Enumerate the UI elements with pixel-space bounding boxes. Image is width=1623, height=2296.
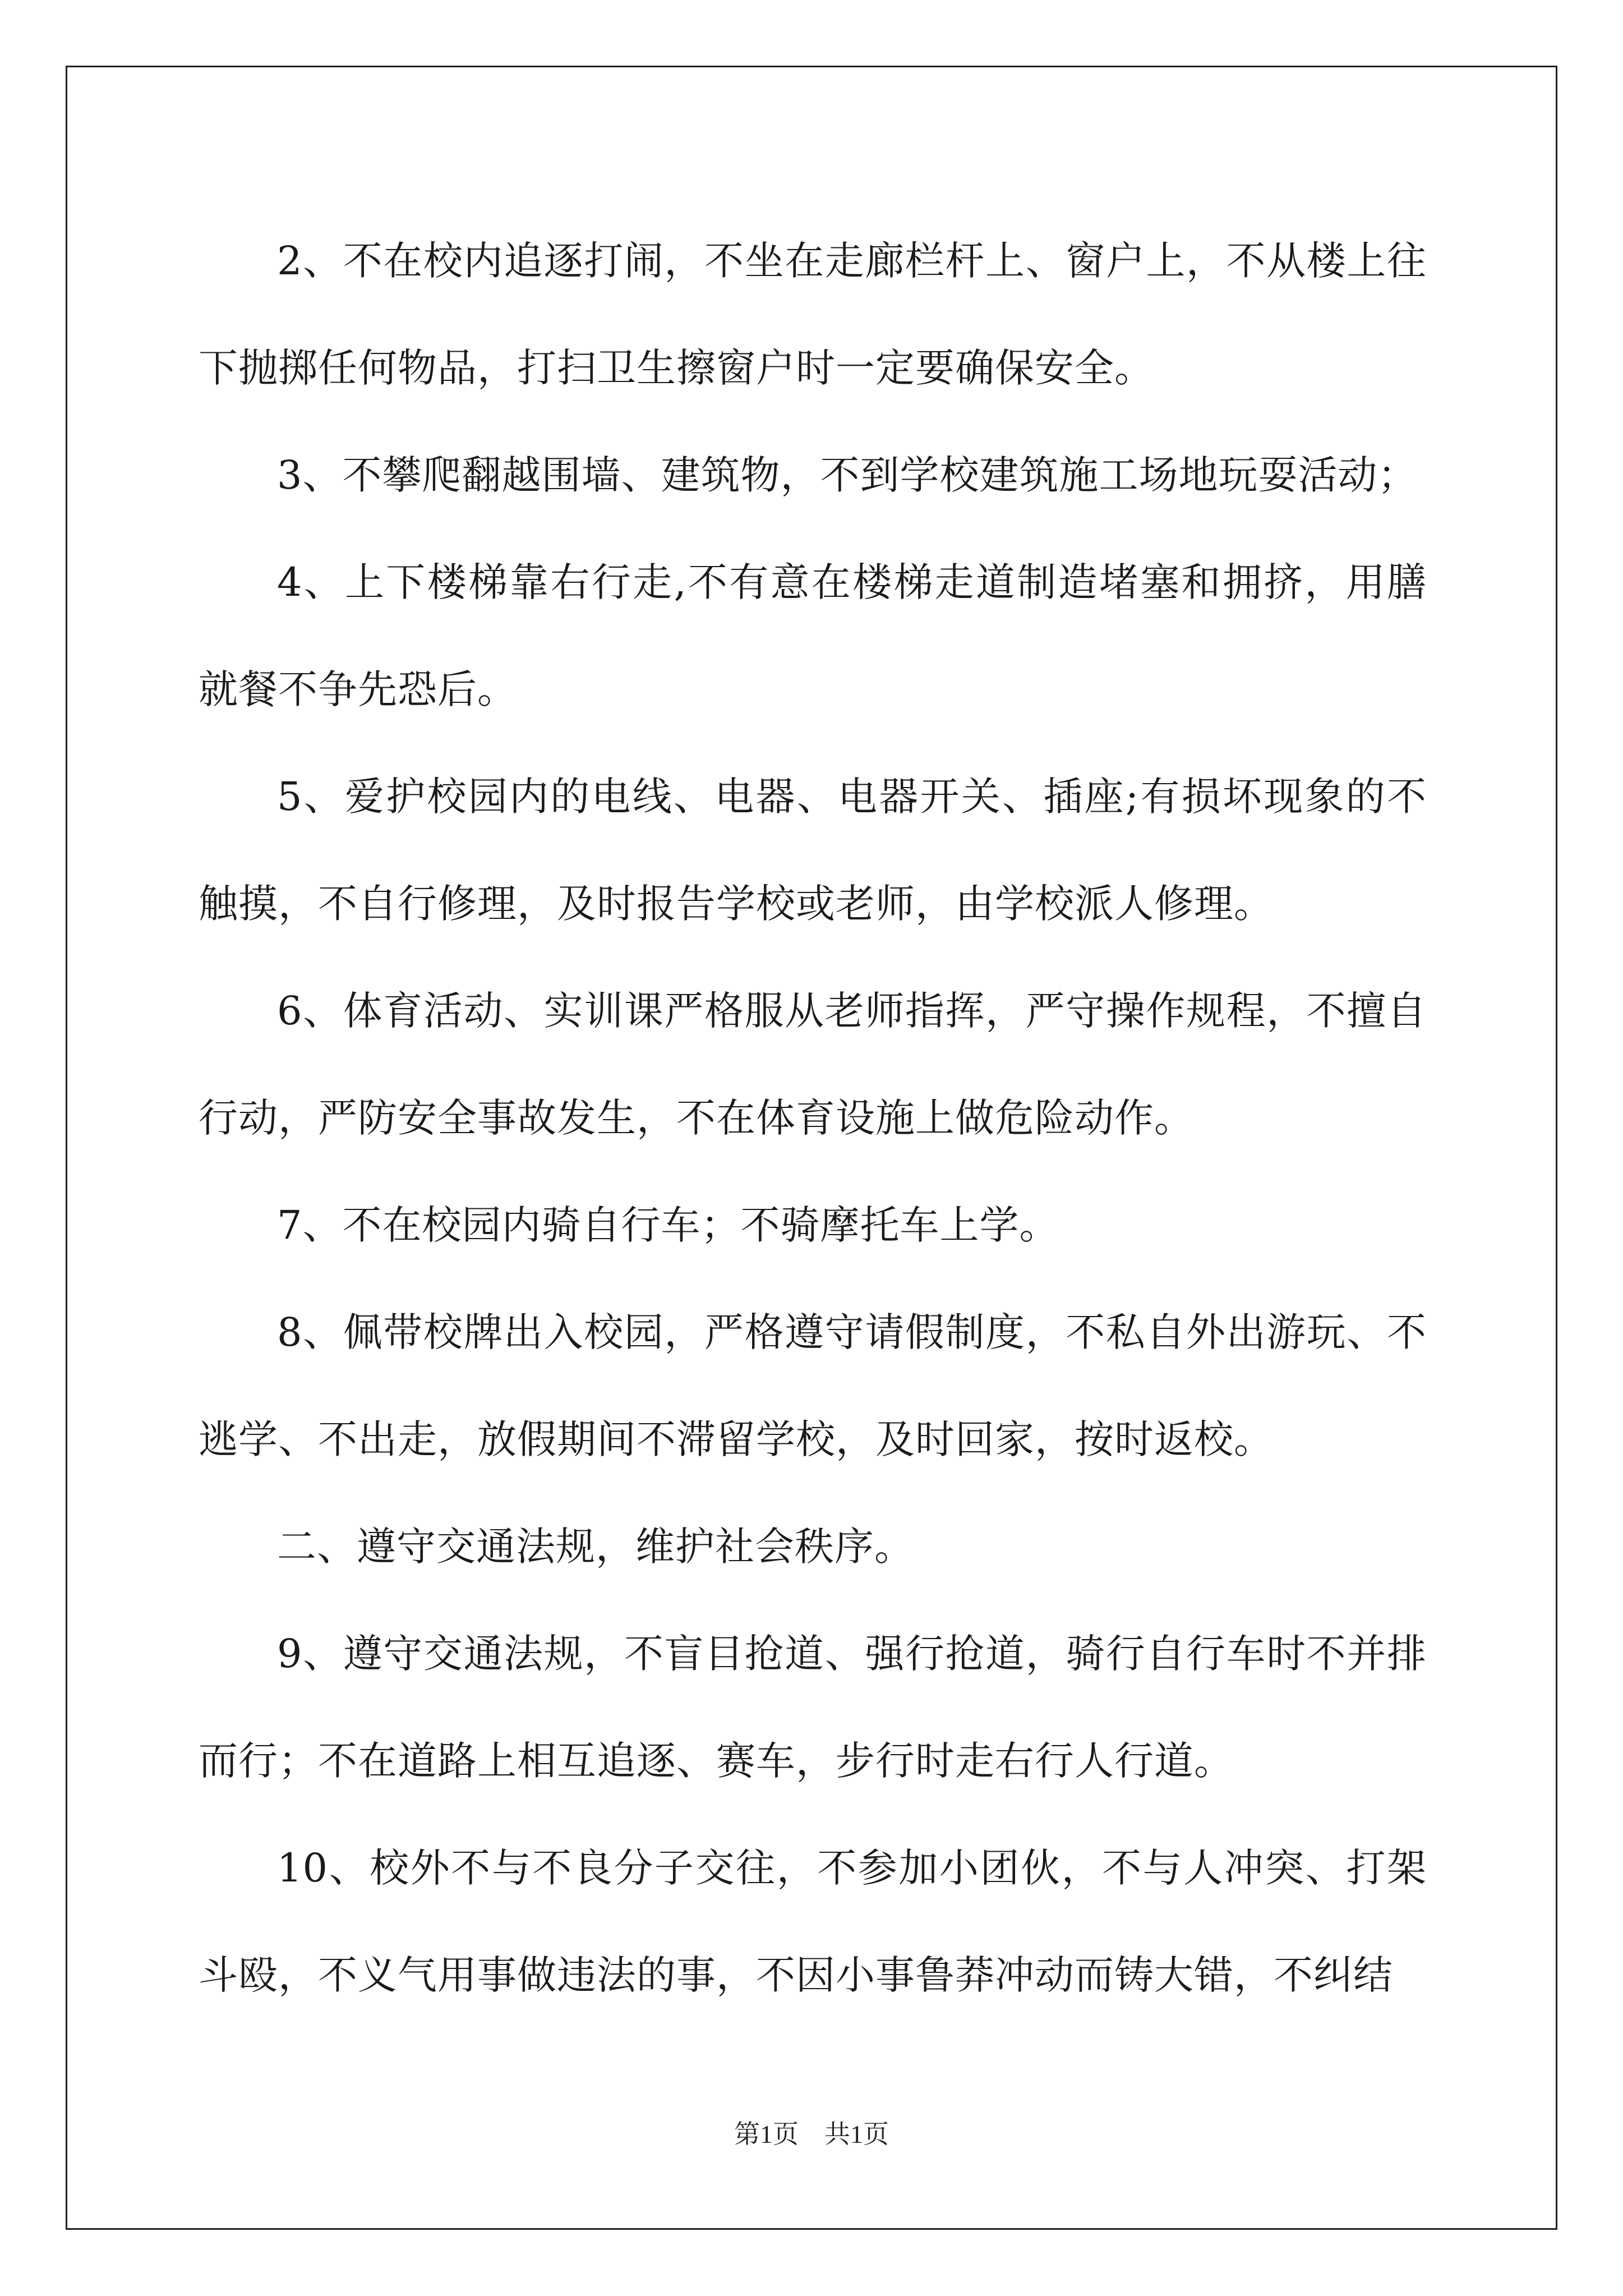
page-footer: 第1页 共1页 (734, 2120, 889, 2148)
paragraph-item-2: 2、不在校内追逐打闹，不坐在走廊栏杆上、窗户上，不从楼上往下抛掷任何物品，打扫卫生擦窗户时一定要确保安全。 (199, 238, 1427, 391)
document-body (199, 208, 1427, 2029)
section-heading: 二、遵守交通法规，维护社会秩序。 (277, 1524, 914, 1570)
paragraph-item-3: 3、不攀爬翻越围墙、建筑物，不到学校建筑施工场地玩耍活动； (277, 452, 1418, 498)
paragraph-item-9: 9、遵守交通法规，不盲目抢道、强行抢道，骑行自行车时不并排而行；不在道路上相互追逐、赛车，步行时走右行人行道。 (199, 1631, 1427, 1784)
paragraph-item-7: 7、不在校园内骑自行车；不骑摩托车上学。 (277, 1202, 1059, 1248)
paragraph-item-5: 5、爱护校园内的电线、电器、电器开关、插座;有损坏现象的不触摸，不自行修理，及时报告学校或老师，由学校派人修理。 (199, 774, 1427, 927)
paragraph-item-6: 6、体育活动、实训课严格服从老师指挥，严守操作规程，不擅自行动，严防安全事故发生，不在体育设施上做危险动作。 (199, 988, 1427, 1141)
paragraph-item-8: 8、佩带校牌出入校园，严格遵守请假制度，不私自外出游玩、不逃学、不出走，放假期间不滞留学校，及时回家，按时返校。 (199, 1309, 1427, 1462)
paragraph-item-10: 10、校外不与不良分子交往，不参加小团伙，不与人冲突、打架斗殴，不义气用事做违法的事，不因小事鲁莽冲动而铸大错，不纠结 (199, 1845, 1427, 1998)
paragraph-item-4: 4、上下楼梯靠右行走,不有意在楼梯走道制造堵塞和拥挤，用膳就餐不争先恐后。 (199, 559, 1427, 712)
